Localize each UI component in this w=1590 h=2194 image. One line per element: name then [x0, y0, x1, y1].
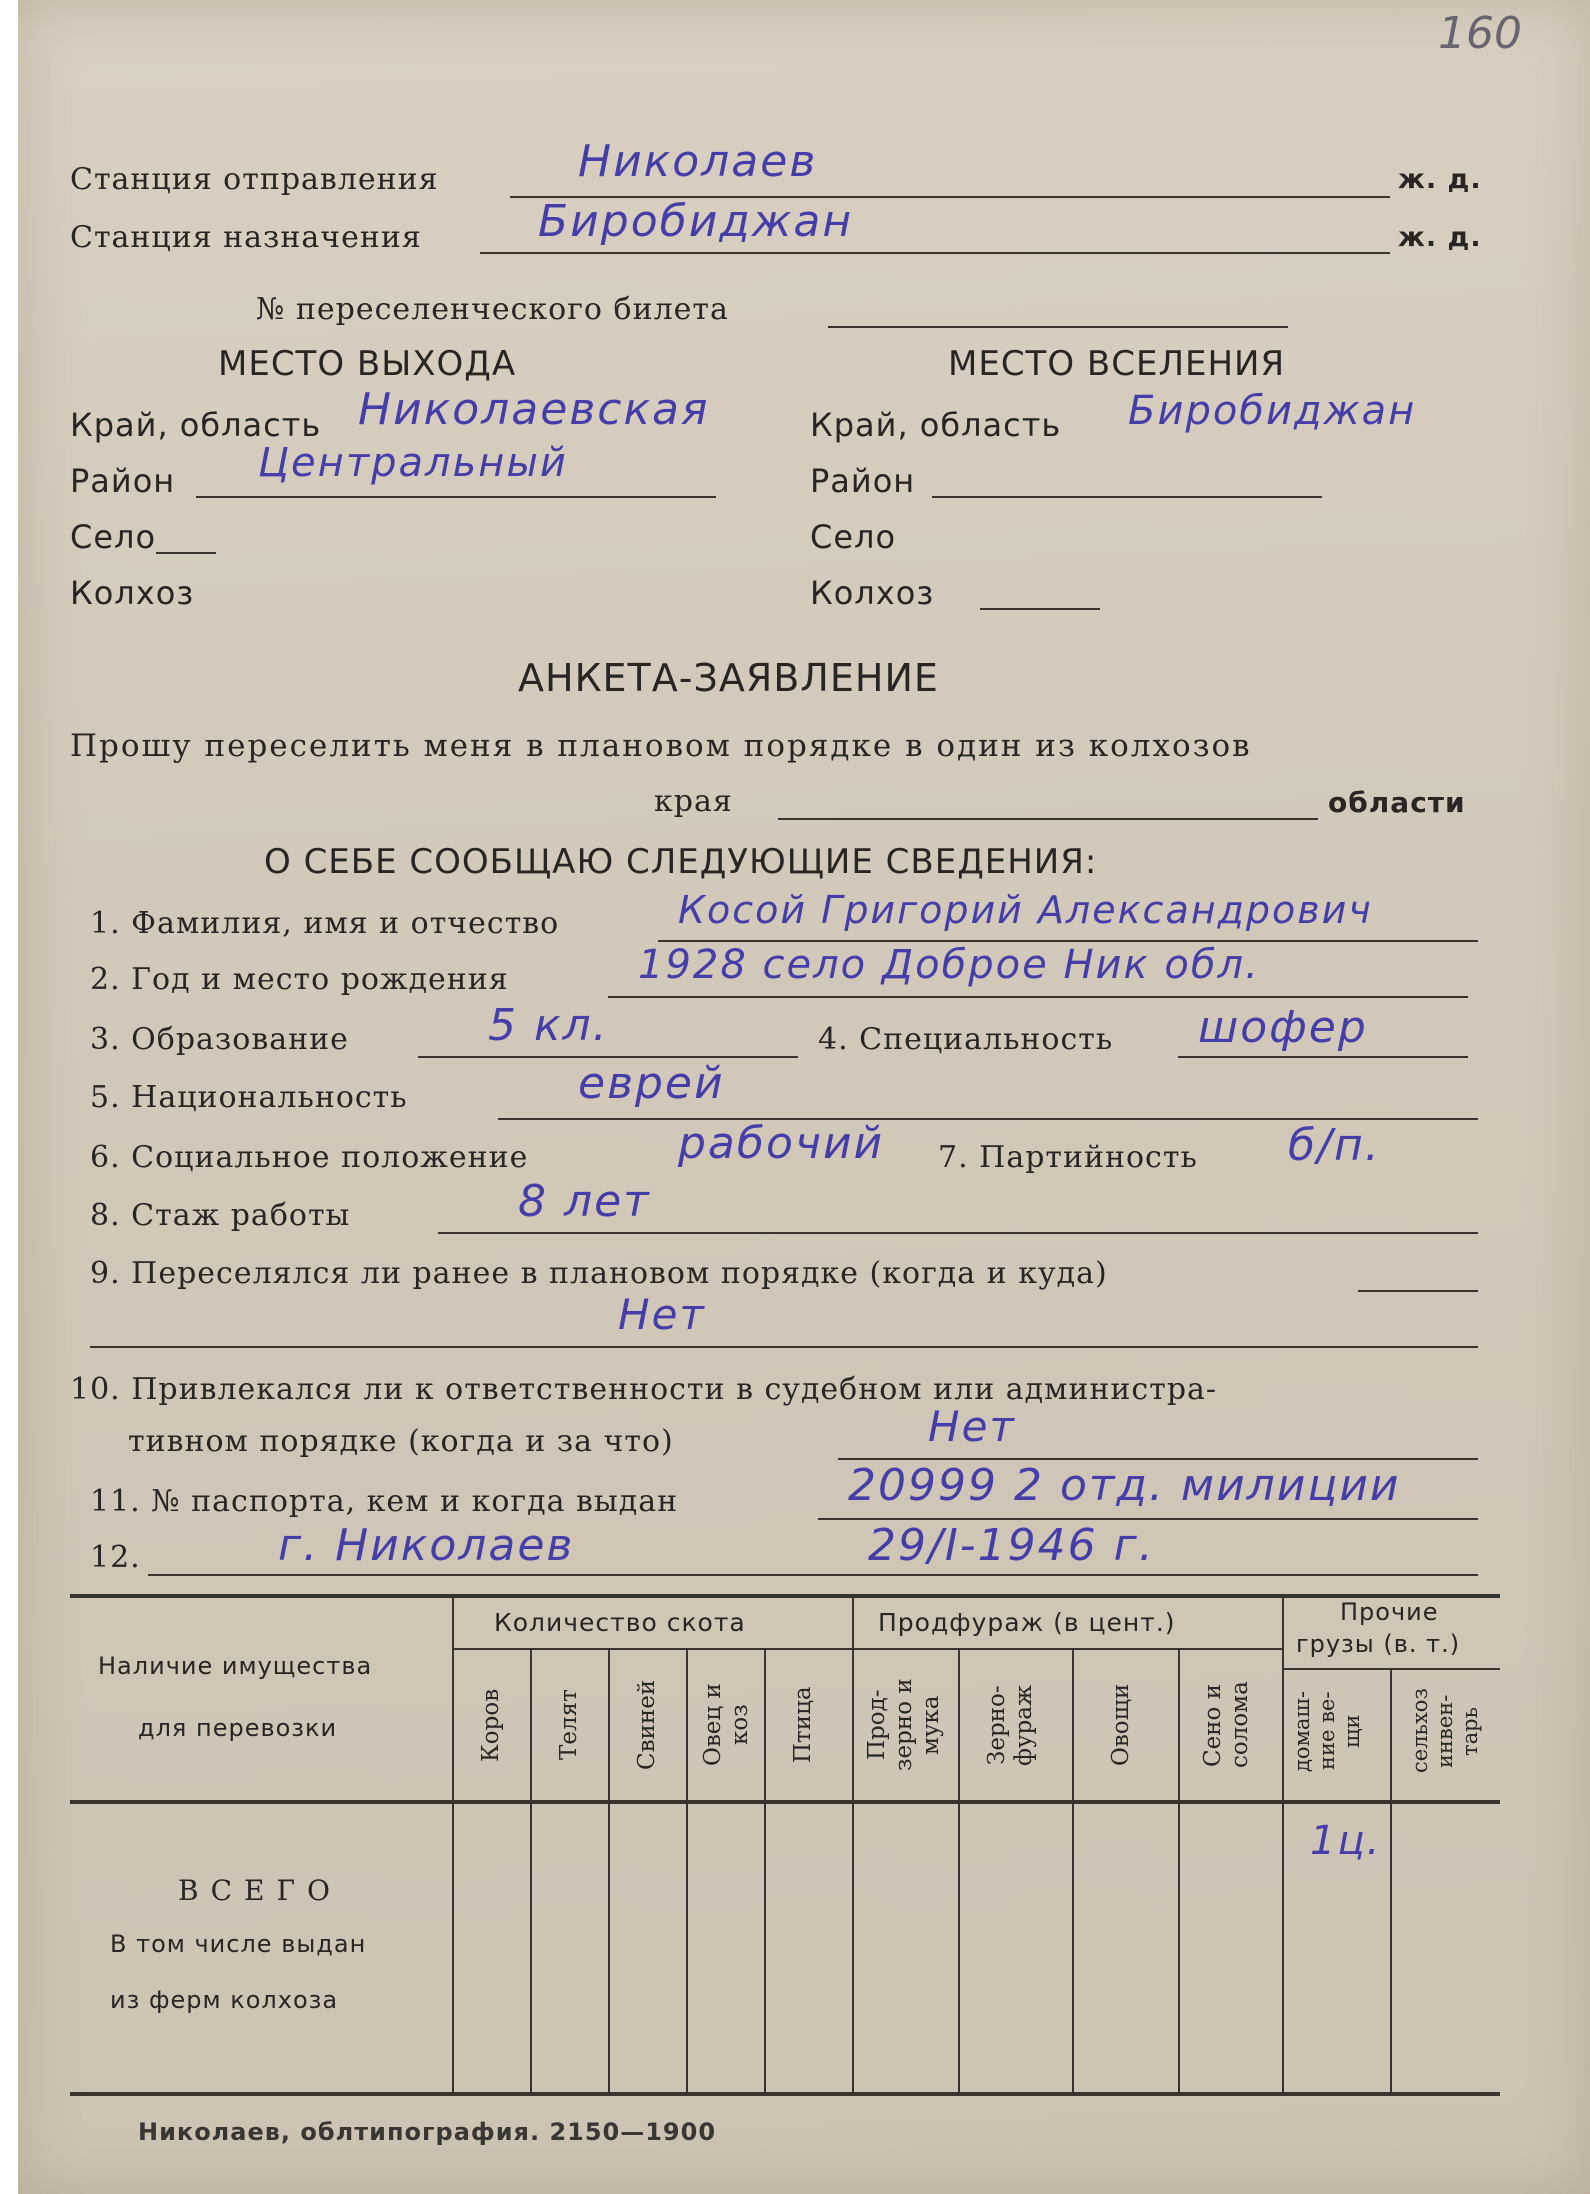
q12-answer-city: г. Николаев [278, 1520, 575, 1571]
settlement-kolkhoz-label: Колхоз [810, 574, 935, 612]
other-group-label-line1: Прочие [1340, 1598, 1439, 1626]
property-label-line2: для перевозки [138, 1714, 338, 1742]
origin-title: МЕСТО ВЫХОДА [218, 344, 517, 384]
destination-value: Биробиджан [538, 196, 854, 247]
col-divider-8 [1178, 1648, 1180, 2092]
col-header-pigs: Свиней [634, 1679, 660, 1771]
q12-underline [148, 1574, 1478, 1576]
departure-railway: ж. д. [1398, 164, 1482, 195]
q2-answer: 1928 село Доброе Ник обл. [638, 942, 1260, 988]
q7-answer: б/п. [1288, 1120, 1381, 1171]
destination-label: Станция назначения [70, 220, 422, 255]
page-number: 160 [1438, 8, 1522, 59]
q1-answer: Косой Григорий Александрович [678, 888, 1373, 932]
origin-kolkhoz-label: Колхоз [70, 574, 195, 612]
destination-railway: ж. д. [1398, 222, 1482, 253]
origin-district-underline [196, 496, 716, 498]
col-header-calves: Телят [556, 1689, 582, 1761]
table-bottom-border [70, 2092, 1500, 2096]
col-divider-7 [1072, 1648, 1074, 2092]
form-title: АНКЕТА-ЗАЯВЛЕНИЕ [518, 656, 939, 700]
destination-underline [480, 252, 1390, 254]
col-divider-9 [1282, 1594, 1284, 2092]
q8-answer: 8 лет [518, 1176, 651, 1227]
origin-district-label: Район [70, 462, 176, 500]
settlement-title: МЕСТО ВСЕЛЕНИЯ [948, 344, 1286, 384]
q12-answer-date: 29/I-1946 г. [868, 1520, 1155, 1571]
q6-answer: рабочий [678, 1118, 885, 1169]
q9-underline [1358, 1290, 1478, 1292]
origin-district-value: Центральный [258, 440, 568, 486]
q9-answer: Нет [618, 1290, 706, 1339]
settlement-region-label: Край, область [810, 406, 1062, 444]
q4-underline [1178, 1056, 1468, 1058]
form-sheet [18, 0, 1590, 2194]
col-header-sheep-goats: Овец и коз [700, 1683, 753, 1767]
settlement-village-label: Село [810, 518, 897, 556]
request-oblast: области [1328, 786, 1466, 819]
col-header-household: домаш- ние ве- щи [1290, 1690, 1364, 1772]
col-header-cows: Коров [478, 1688, 504, 1762]
fodder-group-label: Продфураж (в цент.) [878, 1608, 1176, 1637]
print-footer: Николаев, облтипография. 2150—1900 [138, 2118, 717, 2146]
col-header-fodder-grain: Зерно- фураж [984, 1684, 1037, 1766]
q9-answer-underline [90, 1346, 1478, 1348]
q6-label: 6. Социальное положение [90, 1140, 529, 1175]
q8-underline [438, 1232, 1478, 1234]
col-divider-4 [764, 1648, 766, 2092]
q9-label: 9. Переселялся ли ранее в плановом порядке (когда и куда) [90, 1256, 1108, 1291]
settlement-region-value: Биробиджан [1128, 388, 1417, 434]
col-divider-0 [452, 1594, 454, 2092]
incl-label-line1: В том числе выдан [110, 1930, 367, 1958]
q11-answer: 20999 2 отд. милиции [848, 1460, 1401, 1511]
col-header-farm-tools: сельхоз инвен- тарь [1408, 1688, 1482, 1774]
table-header-divider [70, 1800, 1500, 1804]
col-header-hay-straw: Сено и солома [1200, 1681, 1253, 1769]
request-underline [778, 818, 1318, 820]
q5-answer: еврей [578, 1058, 725, 1109]
q3-label: 3. Образование [90, 1022, 349, 1057]
q7-label: 7. Партийность [938, 1140, 1198, 1175]
q4-answer: шофер [1198, 1002, 1368, 1053]
departure-value: Николаев [578, 136, 818, 187]
q5-label: 5. Национальность [90, 1080, 408, 1115]
total-label: ВСЕГО [178, 1874, 342, 1907]
col-divider-2 [608, 1648, 610, 2092]
origin-village-underline [156, 552, 216, 554]
q10-label-line2: тивном порядке (когда и за что) [128, 1424, 674, 1459]
q12-label: 12. [90, 1540, 141, 1575]
q10-label-line1: 10. Привлекался ли к ответственности в судебном или администра- [70, 1372, 1218, 1407]
origin-region-label: Край, область [70, 406, 322, 444]
q3-answer: 5 кл. [488, 1000, 609, 1051]
property-label-line1: Наличие имущества [98, 1652, 373, 1680]
col-divider-10 [1390, 1668, 1392, 2092]
household-total-value: 1ц. [1310, 1818, 1382, 1864]
ticket-underline [828, 326, 1288, 328]
settlement-district-underline [932, 496, 1322, 498]
livestock-group-divider [452, 1648, 852, 1650]
origin-region-value: Николаевская [358, 384, 710, 435]
table-top-border [70, 1594, 1500, 1598]
other-group-label-line2: грузы (в. т.) [1296, 1630, 1461, 1658]
livestock-group-label: Количество скота [494, 1608, 746, 1637]
col-header-vegetables: Овощи [1108, 1683, 1134, 1767]
q1-label: 1. Фамилия, имя и отчество [90, 906, 560, 941]
ticket-label: № переселенческого билета [256, 292, 729, 327]
q2-underline [608, 996, 1468, 998]
settlement-district-label: Район [810, 462, 916, 500]
col-divider-5 [852, 1594, 854, 2092]
section-title: О СЕБЕ СООБЩАЮ СЛЕДУЮЩИЕ СВЕДЕНИЯ: [264, 842, 1098, 882]
origin-village-label: Село [70, 518, 157, 556]
col-header-poultry: Птица [790, 1686, 816, 1764]
q2-label: 2. Год и место рождения [90, 962, 509, 997]
col-divider-3 [686, 1648, 688, 2092]
request-line: Прошу переселить меня в плановом порядке в один из колхозов [70, 728, 1252, 764]
incl-label-line2: из ферм колхоза [110, 1986, 339, 2014]
col-header-food-grain: Прод- зерно и мука [864, 1678, 944, 1772]
fodder-group-divider [852, 1648, 1282, 1650]
settlement-kolkhoz-underline [980, 608, 1100, 610]
request-kray: края [654, 784, 733, 819]
q10-answer: Нет [928, 1402, 1016, 1451]
q4-label: 4. Специальность [818, 1022, 1114, 1057]
q11-label: 11. № паспорта, кем и когда выдан [90, 1484, 679, 1519]
col-divider-1 [530, 1648, 532, 2092]
q8-label: 8. Стаж работы [90, 1198, 351, 1233]
departure-label: Станция отправления [70, 162, 439, 197]
col-divider-6 [958, 1648, 960, 2092]
